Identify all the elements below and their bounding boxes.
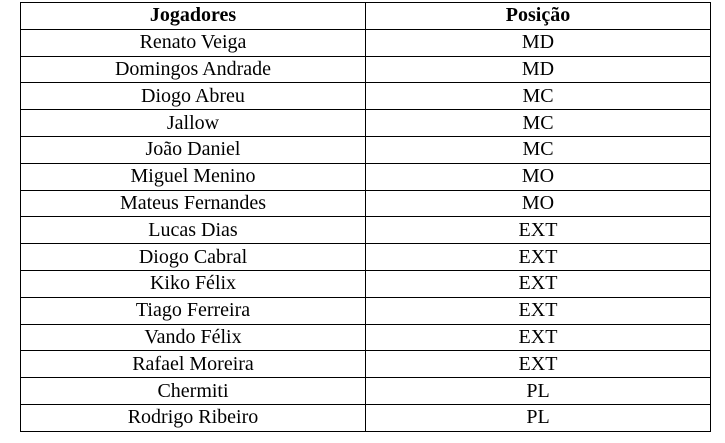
table-row xyxy=(21,110,711,137)
players-table-container xyxy=(20,2,710,432)
header-position: Posição xyxy=(366,3,711,30)
player-position: MD xyxy=(366,56,711,83)
player-name: Rafael Moreira xyxy=(21,351,366,378)
table-row xyxy=(21,351,711,378)
table-row xyxy=(21,378,711,405)
player-position: MC xyxy=(366,83,711,110)
table-row xyxy=(21,83,711,110)
player-position: EXT xyxy=(366,297,711,324)
player-name: Domingos Andrade xyxy=(21,56,366,83)
player-position: MC xyxy=(366,136,711,163)
player-name: Mateus Fernandes xyxy=(21,190,366,217)
player-name: Kiko Félix xyxy=(21,270,366,297)
table-row xyxy=(21,244,711,271)
table-row xyxy=(21,297,711,324)
player-position: EXT xyxy=(366,217,711,244)
player-position: EXT xyxy=(366,270,711,297)
player-name: Chermiti xyxy=(21,378,366,405)
player-position: PL xyxy=(366,404,711,431)
player-position: MO xyxy=(366,163,711,190)
table-row xyxy=(21,190,711,217)
player-name: João Daniel xyxy=(21,136,366,163)
player-name: Diogo Abreu xyxy=(21,83,366,110)
table-row xyxy=(21,136,711,163)
player-name: Vando Félix xyxy=(21,324,366,351)
table-header-row xyxy=(21,3,711,30)
header-players: Jogadores xyxy=(21,3,366,30)
player-name: Miguel Menino xyxy=(21,163,366,190)
player-name: Tiago Ferreira xyxy=(21,297,366,324)
player-position: EXT xyxy=(366,351,711,378)
table-row xyxy=(21,163,711,190)
player-position: MO xyxy=(366,190,711,217)
table-row xyxy=(21,217,711,244)
player-position: MC xyxy=(366,110,711,137)
player-position: EXT xyxy=(366,244,711,271)
player-position: PL xyxy=(366,378,711,405)
players-table xyxy=(20,2,711,432)
player-name: Rodrigo Ribeiro xyxy=(21,404,366,431)
player-position: EXT xyxy=(366,324,711,351)
player-name: Diogo Cabral xyxy=(21,244,366,271)
table-row xyxy=(21,270,711,297)
table-row xyxy=(21,404,711,431)
player-name: Jallow xyxy=(21,110,366,137)
table-row xyxy=(21,56,711,83)
player-name: Renato Veiga xyxy=(21,29,366,56)
table-row xyxy=(21,324,711,351)
player-name: Lucas Dias xyxy=(21,217,366,244)
table-row xyxy=(21,29,711,56)
player-position: MD xyxy=(366,29,711,56)
